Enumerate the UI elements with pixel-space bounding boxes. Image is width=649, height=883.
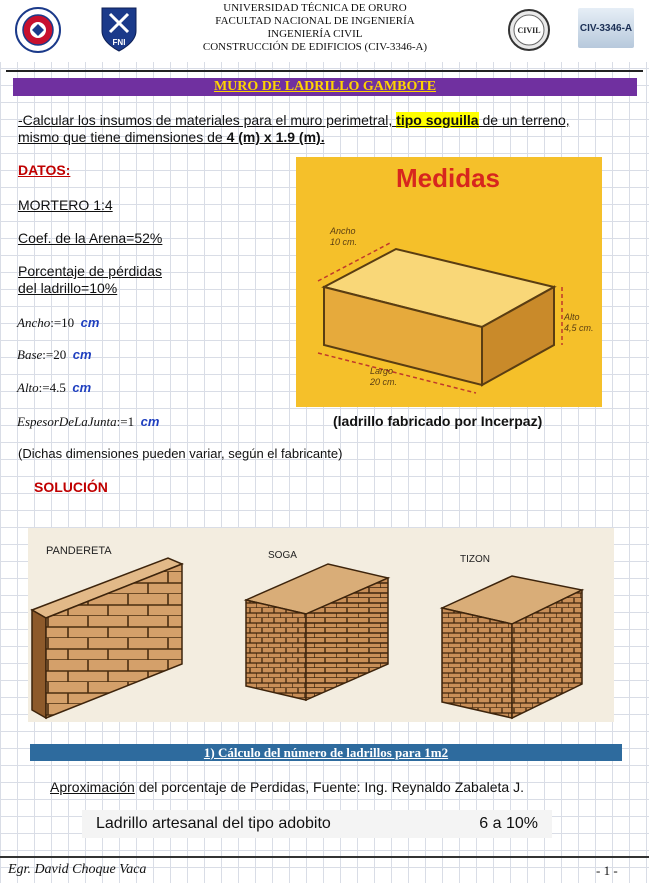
civil-logo xyxy=(506,8,552,52)
loss-table-value: 6 a 10% xyxy=(479,815,538,832)
var-base xyxy=(17,347,92,363)
aproximacion-rest: del porcentaje de Perdidas, Fuente: Ing. Reynaldo Zabaleta J. xyxy=(134,779,524,795)
faculty-name: FACULTAD NACIONAL DE INGENIERÍA xyxy=(215,15,415,27)
var-ancho-value: 10 xyxy=(61,315,75,330)
var-base-unit: cm xyxy=(72,347,92,362)
alto-label: Alto xyxy=(564,312,580,322)
var-alto-unit: cm xyxy=(72,380,92,395)
largo-value-label: 20 cm. xyxy=(370,377,398,387)
civil-logo-text: CIVIL xyxy=(517,26,541,35)
var-junta-unit: cm xyxy=(140,414,160,429)
course-name: CONSTRUCCIÓN DE EDIFICIOS (CIV-3346-A) xyxy=(202,41,428,53)
var-ancho-name: Ancho xyxy=(17,315,51,330)
var-alto-value: 4.5 xyxy=(49,380,66,395)
intro-text-2: de un terreno, xyxy=(478,112,570,128)
dimensions-note: (Dichas dimensiones pueden variar, según el fabricante) xyxy=(18,446,343,461)
aproximacion-line xyxy=(50,779,524,795)
intro-line-1 xyxy=(18,112,570,128)
footer-author: Egr. David Choque Vaca xyxy=(8,862,147,877)
var-base-name: Base xyxy=(17,347,43,362)
var-alto-name: Alto xyxy=(17,380,39,395)
header-divider xyxy=(6,70,643,72)
intro-text-1: -Calcular los insumos de materiales para el muro perimetral, xyxy=(18,112,397,128)
var-junta-value: 1 xyxy=(127,414,135,429)
perdidas-line-2: del ladrillo=10% xyxy=(18,280,118,296)
assign-op: := xyxy=(50,315,62,330)
var-junta xyxy=(17,414,159,430)
document-title: MURO DE LADRILLO GAMBOTE xyxy=(13,78,637,96)
var-ancho xyxy=(17,315,99,331)
page-number: - 1 - xyxy=(596,863,618,878)
university-seal-logo xyxy=(14,6,62,54)
aproximacion-word: Aproximación xyxy=(50,779,135,795)
var-junta-name: EspesorDeLaJunta xyxy=(17,414,117,429)
perdidas-line-1: Porcentaje de pérdidas xyxy=(18,263,162,279)
section-1-text: 1) Cálculo del número de ladrillos para 1m2 xyxy=(203,745,449,760)
tizon-label: TIZON xyxy=(460,554,490,565)
intro-dimensions: 4 (m) x 1.9 (m). xyxy=(226,129,325,145)
fni-shield-logo xyxy=(100,5,138,53)
career-name: INGENIERÍA CIVIL xyxy=(267,28,363,40)
brick-caption: (ladrillo fabricado por Incerpaz) xyxy=(333,413,543,429)
assign-op: := xyxy=(42,347,54,362)
ancho-label: Ancho xyxy=(330,226,356,236)
intro-line-2 xyxy=(18,129,325,145)
figure-title: Medidas xyxy=(395,163,501,193)
course-code-text: CIV-3346-A xyxy=(579,22,633,34)
assign-op: := xyxy=(116,414,128,429)
footer-divider xyxy=(0,856,649,858)
course-code-logo xyxy=(578,8,634,48)
intro-highlight: tipo soguilla xyxy=(396,112,479,128)
fni-logo-text: FNI xyxy=(112,38,126,47)
ancho-value-label: 10 cm. xyxy=(330,237,358,247)
coef-arena-label: Coef. de la Arena=52% xyxy=(18,230,163,246)
assign-op: := xyxy=(38,380,50,395)
soga-label: SOGA xyxy=(268,550,297,561)
intro-text-3: mismo que tiene dimensiones de xyxy=(18,129,227,145)
wall-types-figure xyxy=(28,528,614,722)
mortero-label: MORTERO 1:4 xyxy=(18,197,113,213)
var-base-value: 20 xyxy=(53,347,67,362)
largo-label: Largo xyxy=(370,366,394,376)
university-name: UNIVERSIDAD TÉCNICA DE ORURO xyxy=(223,2,407,14)
alto-value-label: 4,5 cm. xyxy=(564,323,594,333)
brick-measures-figure xyxy=(296,157,602,407)
solucion-heading: SOLUCIÓN xyxy=(34,479,108,495)
datos-heading: DATOS: xyxy=(18,162,71,178)
pandereta-label: PANDERETA xyxy=(46,545,112,557)
var-ancho-unit: cm xyxy=(80,315,100,330)
loss-table-row xyxy=(82,810,552,838)
header-text xyxy=(150,2,480,54)
loss-table-label: Ladrillo artesanal del tipo adobito xyxy=(96,815,331,832)
section-1-heading xyxy=(30,744,622,761)
var-alto xyxy=(17,380,91,396)
